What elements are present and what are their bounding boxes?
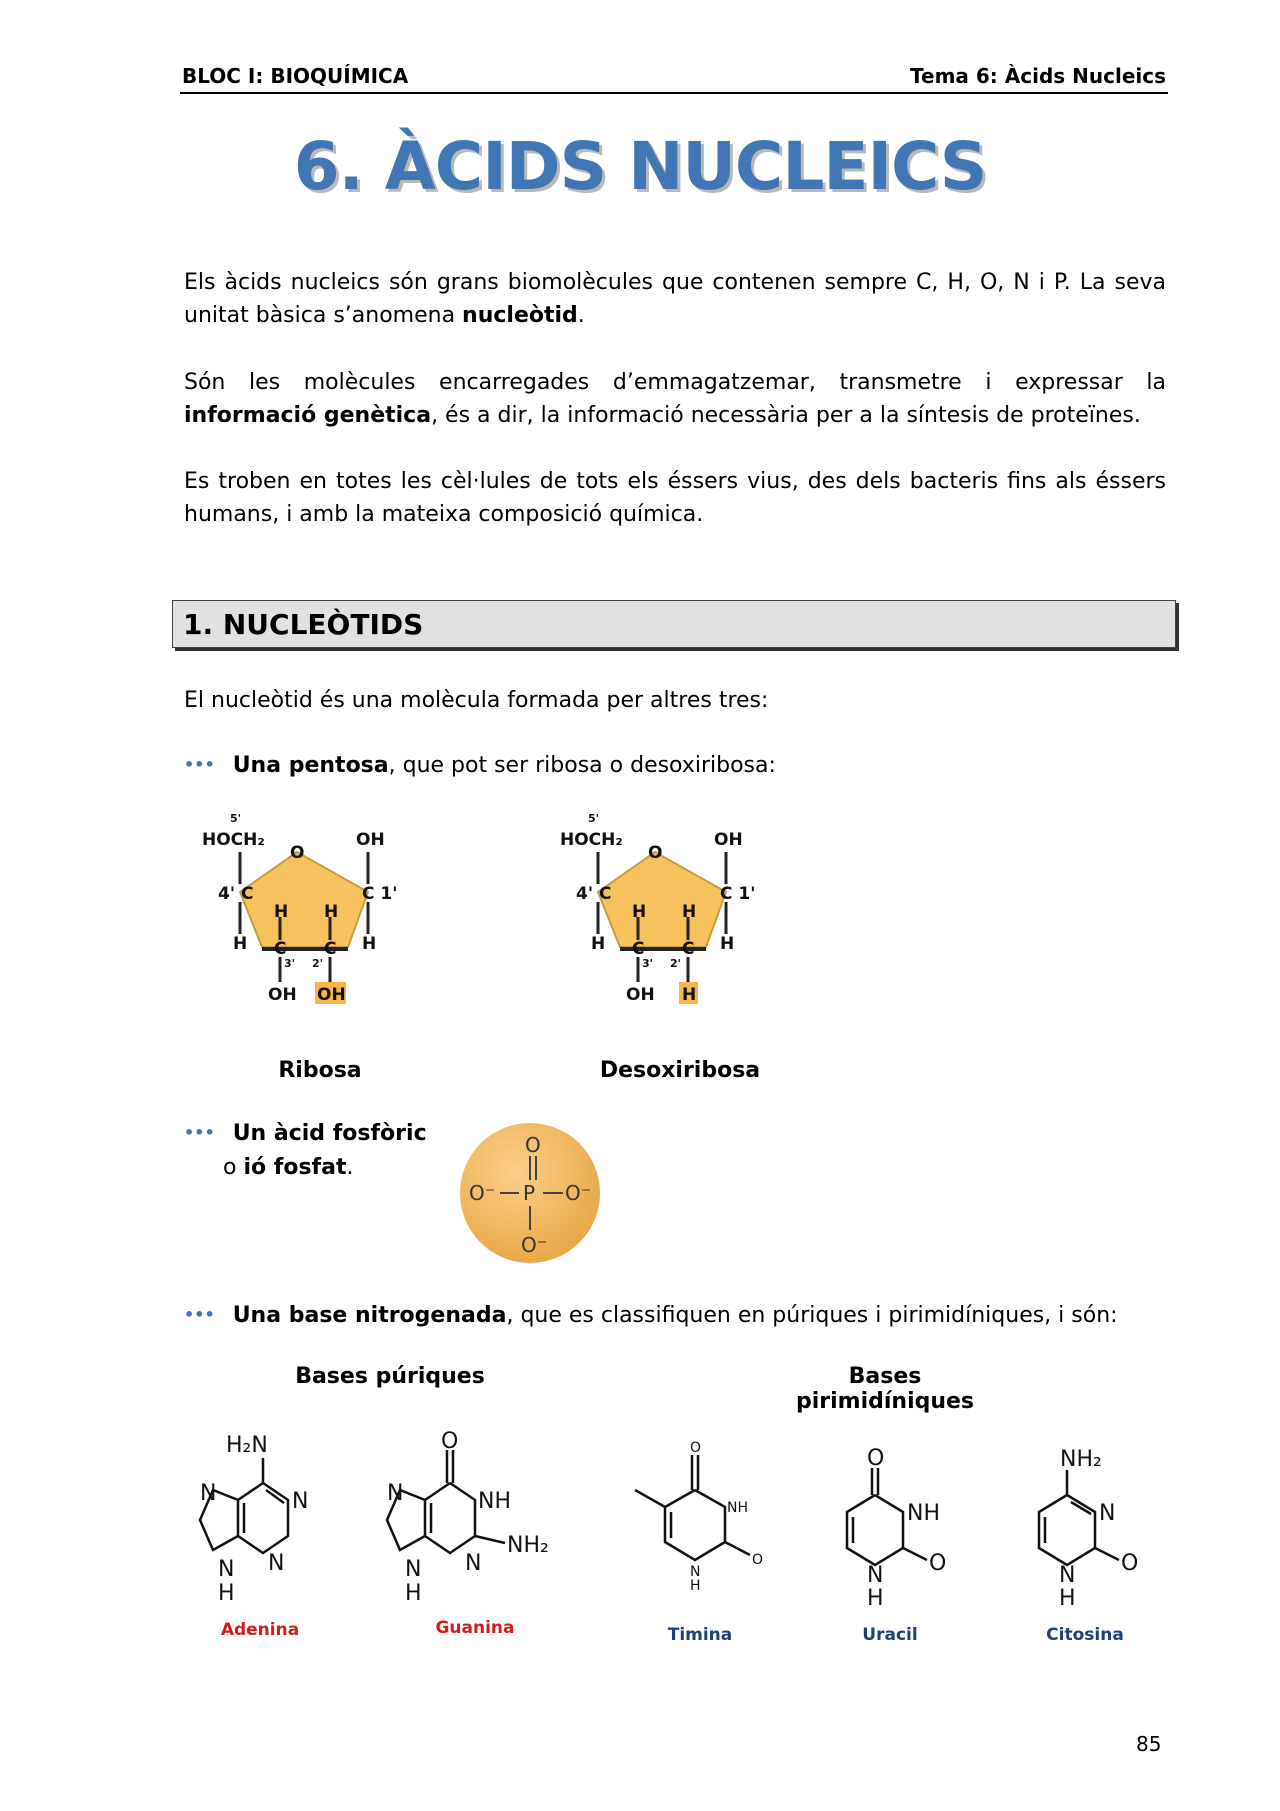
svg-text:O: O [690, 1440, 702, 1456]
svg-text:O⁻: O⁻ [565, 1181, 592, 1205]
svg-text:C: C [274, 939, 287, 959]
svg-text:O: O [525, 1133, 541, 1157]
svg-text:3': 3' [642, 957, 654, 970]
intro-paragraph-1: Els àcids nucleics són grans biomolècules que contenen sempre C, H, O, N i P. La seva unitat bàsica s’anomena nucleòtid. [184, 270, 1166, 328]
ribose-structure [190, 812, 430, 1012]
svg-text:3': 3' [284, 957, 296, 970]
svg-text:NH: NH [478, 1489, 511, 1514]
arrow-bullet-icon: ••• [184, 1123, 215, 1142]
svg-text:N: N [268, 1551, 285, 1576]
cytosine-label: Citosina [1046, 1625, 1124, 1645]
bullet-nitrogen-base: ••• Una base nitrogenada, que es classifiquen en púriques i pirimidíniques, i són: [184, 1303, 1118, 1328]
purines-title: Bases púriques [295, 1364, 485, 1389]
svg-text:OH: OH [268, 985, 297, 1005]
svg-text:H: H [632, 902, 647, 922]
svg-text:4' C: 4' C [576, 884, 612, 904]
section-heading: 1. NUCLEÒTIDS [183, 608, 424, 641]
svg-text:O: O [648, 843, 663, 863]
svg-text:O: O [290, 843, 305, 863]
svg-text:H: H [690, 1578, 701, 1594]
svg-text:C: C [632, 939, 645, 959]
svg-text:N: N [292, 1489, 309, 1514]
page-title: 6. ÀCIDS NUCLEICS [293, 128, 987, 205]
page-number: 85 [1136, 1732, 1162, 1756]
svg-text:O: O [441, 1429, 459, 1454]
svg-text:O: O [867, 1446, 885, 1471]
svg-text:H: H [233, 934, 248, 954]
svg-text:H₂N: H₂N [226, 1433, 268, 1458]
svg-text:HOCH₂: HOCH₂ [560, 830, 623, 850]
running-header [180, 62, 1168, 94]
svg-text:OH: OH [714, 830, 743, 850]
svg-text:NH₂: NH₂ [507, 1533, 549, 1558]
cytosine-structure [1005, 1440, 1165, 1630]
svg-text:N: N [867, 1563, 884, 1588]
svg-text:NH₂: NH₂ [1060, 1447, 1102, 1472]
svg-text:N: N [405, 1557, 422, 1582]
uracil-structure [815, 1440, 965, 1630]
svg-text:O: O [752, 1552, 764, 1568]
svg-text:O⁻: O⁻ [469, 1181, 496, 1205]
svg-text:5': 5' [588, 812, 600, 825]
arrow-bullet-icon: ••• [184, 755, 215, 774]
bullet-phosphate: ••• Un àcid fosfòric o ió fosfat. [184, 1121, 427, 1180]
uracil-label: Uracil [862, 1625, 918, 1645]
svg-text:C: C [682, 939, 695, 959]
adenine-structure [188, 1428, 348, 1628]
thymine-label: Timina [667, 1625, 733, 1645]
svg-text:NH: NH [727, 1500, 748, 1516]
svg-text:H: H [682, 985, 697, 1005]
svg-text:2': 2' [670, 957, 682, 970]
intro-paragraph-3: Es troben en totes les cèl·lules de tots els éssers vius, des dels bacteris fins als éssers humans, i amb la mateixa composició química. [184, 469, 1166, 527]
header-tema: Tema 6: Àcids Nucleics [910, 64, 1166, 88]
svg-text:H: H [405, 1581, 422, 1606]
svg-text:H: H [867, 1586, 884, 1611]
svg-text:O⁻: O⁻ [521, 1233, 548, 1257]
arrow-bullet-icon: ••• [184, 1305, 215, 1324]
guanine-structure [365, 1428, 595, 1628]
svg-text:NH: NH [907, 1501, 940, 1526]
bullet-pentose: ••• Una pentosa, que pot ser ribosa o desoxiribosa: [184, 753, 776, 778]
deoxyribose-label: Desoxiribosa [599, 1058, 761, 1083]
svg-text:C: C [324, 939, 337, 959]
svg-text:N: N [465, 1551, 482, 1576]
svg-text:H: H [362, 934, 377, 954]
svg-text:H: H [591, 934, 606, 954]
svg-text:P: P [523, 1181, 536, 1205]
ribose-label: Ribosa [278, 1058, 362, 1083]
svg-text:H: H [324, 902, 339, 922]
section-heading-box [172, 600, 1176, 648]
svg-text:2': 2' [312, 957, 324, 970]
deoxyribose-structure [548, 812, 788, 1012]
svg-text:O: O [1121, 1551, 1139, 1576]
svg-text:5': 5' [230, 812, 242, 825]
nucleotide-lead: El nucleòtid és una molècula formada per altres tres: [184, 688, 769, 713]
svg-text:N: N [200, 1481, 217, 1506]
guanine-label: Guanina [435, 1618, 515, 1638]
svg-text:C 1': C 1' [362, 884, 398, 904]
svg-text:OH: OH [626, 985, 655, 1005]
svg-text:H: H [1059, 1586, 1076, 1611]
svg-text:4' C: 4' C [218, 884, 254, 904]
svg-text:H: H [274, 902, 289, 922]
phosphate-ion [455, 1118, 605, 1268]
svg-text:N: N [690, 1564, 701, 1580]
svg-text:N: N [218, 1557, 235, 1582]
pyrimidines-title: Bases pirimidíniques [795, 1364, 975, 1414]
svg-text:C 1': C 1' [720, 884, 756, 904]
svg-text:H: H [682, 902, 697, 922]
svg-text:N: N [387, 1481, 404, 1506]
svg-text:H: H [218, 1581, 235, 1606]
svg-text:H: H [720, 934, 735, 954]
svg-text:N: N [1059, 1563, 1076, 1588]
intro-paragraph-2: Són les molècules encarregades d’emmagatzemar, transmetre i expressar la informació genètica, és a dir, la informació necessària per a la síntesis de proteïnes. [184, 370, 1166, 428]
svg-text:N: N [1099, 1501, 1116, 1526]
svg-text:HOCH₂: HOCH₂ [202, 830, 265, 850]
adenine-label: Adenina [220, 1620, 300, 1640]
svg-text:OH: OH [356, 830, 385, 850]
header-bloc: BLOC I: BIOQUÍMICA [182, 64, 409, 88]
svg-text:OH: OH [317, 985, 346, 1005]
thymine-structure [610, 1440, 790, 1630]
svg-text:O: O [929, 1551, 947, 1576]
